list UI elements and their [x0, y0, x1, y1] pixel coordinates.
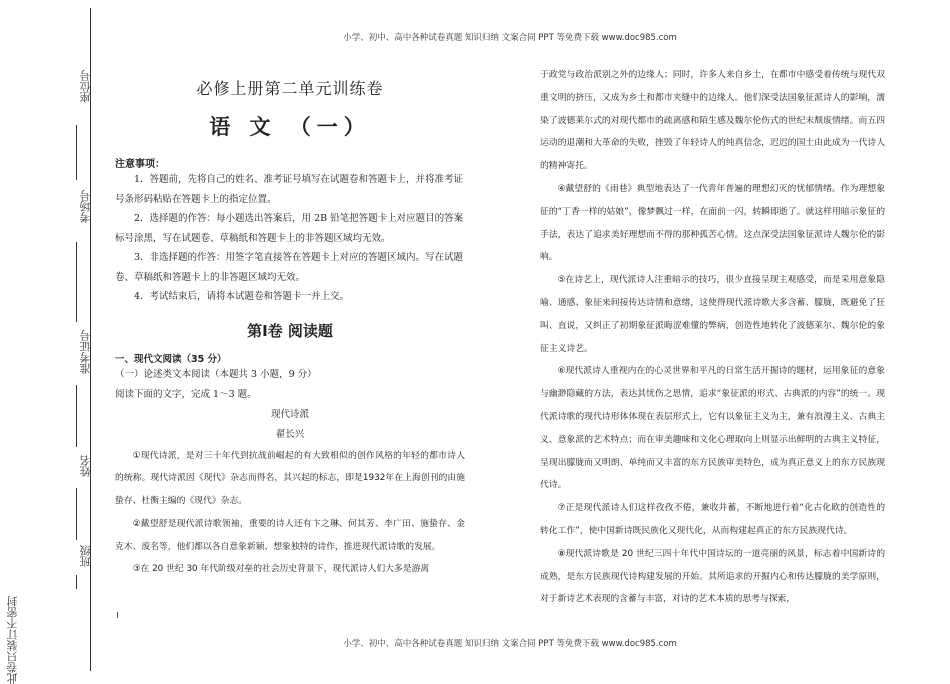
- page-header: 小学、初中、高中各种试卷真题 知识归纳 文案合同 PPT 等免费下载 www.doc985.com: [343, 33, 677, 43]
- article-paragraph: ②戴望舒是现代派诗歌领袖，重要的诗人还有卞之琳、何其芳、李广田、施蛰存、金克木、废名等，他们都以各自意象新颖、想象独特的诗作，推进现代派诗歌的发展。: [115, 518, 465, 552]
- seat-number-label: 座位号: [79, 70, 92, 103]
- name-label: 姓名: [79, 455, 92, 477]
- notice-item: 4．考试结束后，请将本试题卷和答题卡一并上交。: [134, 291, 350, 302]
- article-paragraph: ⑧现代派诗歌是 20 世纪三四十年代中国诗坛的一道亮丽的风景，标志着中国新诗的成熟，是东方民族现代诗构建发展的开始。其所追求的开掘内心和传达朦胧的美学原则，对于新诗艺术表现的含蓄与丰富，对诗的艺术本质的思考与探索，: [540, 548, 885, 605]
- exam-room-line: [76, 242, 77, 322]
- article-paragraph: ⑦正是现代派诗人们这样孜孜不倦，兼收并蓄，不断地进行着“化古化欧的创造性的转化工作”，使中国新诗既民族化又现代化，从而构建起真正的东方民族现代诗。: [540, 503, 885, 536]
- subsection-heading: （一）论述类文本阅读（本题共 3 小题，9 分）: [115, 368, 317, 380]
- section-heading: 一、现代文阅读（35 分）: [115, 353, 227, 365]
- article-author: 翟长兴: [275, 428, 305, 440]
- right-column: [540, 64, 885, 611]
- name-line: [76, 488, 77, 540]
- notice-item: 1．答题前，先将自己的姓名、准考证号填写在试题卷和答题卡上，并将准考证号条形码粘贴在答题卡上的指定位置。: [115, 174, 464, 205]
- article-paragraph: 于政党与政治派别之外的边缘人；同时，许多人来自乡土，在都市中感受着传统与现代双重文明的挤压，又成为乡土和都市夹缝中的边缘人。他们深受法国象征派诗人的影响，濡染了波德莱尔式的对现代都市的疏离感和陌生感及魏尔伦伤式的世纪末颓废情绪。而五四运动的退潮和大革命的失败，挫毁了年轻诗人的纯真信念，迟迟的国土由此成为一代诗人的精神寄托。: [540, 70, 885, 172]
- article-paragraph: ④戴望舒的《雨巷》典型地表达了一代青年普遍的理想幻灭的忧郁情绪。作为理想象征的“丁香一样的姑娘”，像梦飘过一样，在面前一闪，转瞬即逝了。就这样用暗示象征的手法，表达了追求美好理想而不得的那种孤苦心情。这点深受法国象征派诗人魏尔伦的影响。: [540, 183, 885, 263]
- document-title: 必修上册第二单元训练卷: [196, 79, 384, 98]
- article-paragraph: ①现代诗派，是对三十年代到抗战前崛起的有大致相似的创作风格的年轻的都市诗人的统称。现代诗派因《现代》杂志而得名，其兴起的标志，即是1932年在上海创刊的由施蛰存、杜衡主编的《现代》杂志。: [115, 450, 465, 507]
- document-subtitle: 语 文 （一）: [209, 114, 371, 139]
- admission-number-line: [76, 385, 77, 447]
- notice-item: 3．非选择题的作答：用签字笔直接答在答题卡上对应的答题区域内。写在试题卷、草稿纸和答题卡上的非答题区域均无效。: [115, 252, 464, 283]
- exam-room-label: 考场号: [79, 190, 92, 223]
- article-paragraph: ⑥现代派诗人重视内在的心灵世界和平凡的日常生活开掘诗的题材，运用象征的意象与幽渺隐藏的方法，表达其忧伤之思情，追求“象征派的形式、古典派的内容”的统一。现代派诗歌的现代诗形体体现在表层形式上，它有以象征主义为主，兼有浪漫主义、古典主义、意象派的艺术特点；而在审美趣味和文化心理取向上则显示出鲜明的古典主义特征，呈现出朦胧而又明朗、单纯而又丰富的东方民族审美特色，成为真正意义上的东方民族现代诗。: [540, 366, 885, 491]
- notice-heading: 注意事项：: [115, 159, 165, 170]
- part-title: 第Ⅰ卷 阅读题: [247, 321, 333, 340]
- seat-number-line: [76, 125, 77, 180]
- left-column: [115, 70, 465, 581]
- seal-notice: 此卷只装订不密封: [6, 596, 19, 684]
- class-line: [76, 575, 77, 589]
- reading-instruction: 阅读下面的文字，完成 1～3 题。: [115, 388, 257, 400]
- article-paragraph: ⑤在诗艺上，现代派诗人注重暗示的技巧，很少直接呈现主观感受，而是采用意象隐喻、通感、象征来间接传达诗情和意绪，这使得现代派诗歌大多含蓄、朦胧，既避免了狂叫、直说，又纠正了初期象征派晦涩难懂的弊病，创造性地转化了波德莱尔、魏尔伦的象征主义诗艺。: [540, 275, 885, 354]
- article-title: 现代诗派: [270, 408, 309, 420]
- class-label: 班级: [79, 545, 92, 567]
- page-corner-mark: [117, 612, 118, 618]
- page-footer: 小学、初中、高中各种试卷真题 知识归纳 文案合同 PPT 等免费下载 www.doc985.com: [343, 639, 677, 649]
- admission-number-label: 准考证号: [79, 330, 92, 374]
- article-paragraph: ③在 20 世纪 30 年代阶级对垒的社会历史背景下，现代派诗人们大多是游离: [132, 564, 430, 575]
- notice-item: 2．选择题的作答：每小题选出答案后，用 2B 铅笔把答题卡上对应题目的答案标号涂黑，写在试题卷、草稿纸和答题卡上的非答题区域均无效。: [115, 213, 464, 244]
